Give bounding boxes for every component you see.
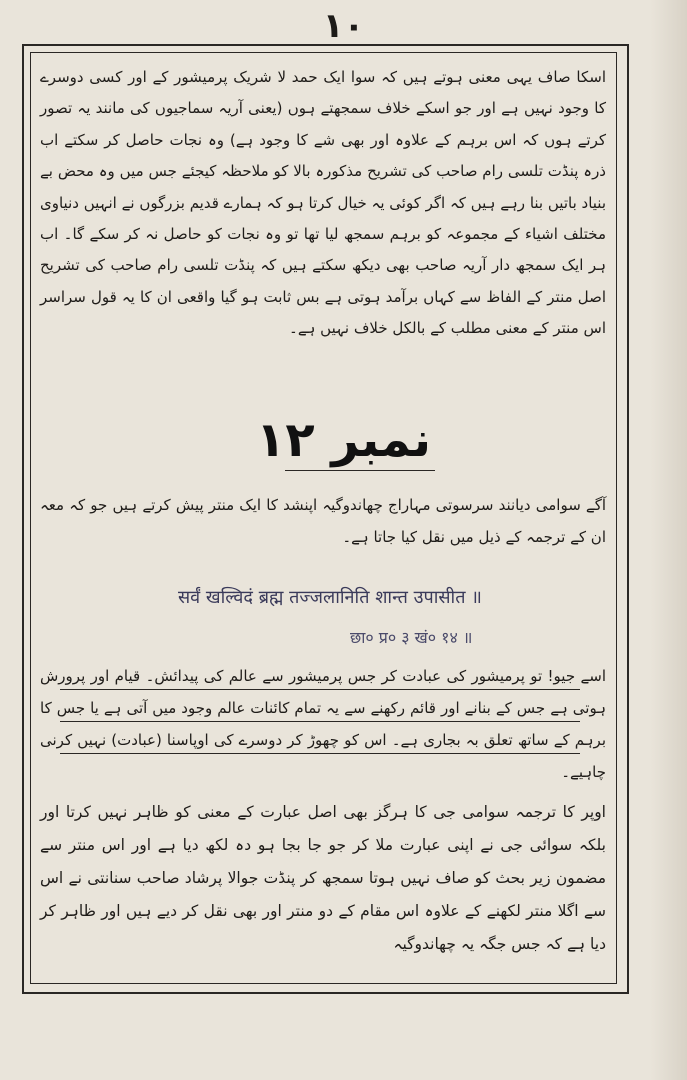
translation-underline-1 xyxy=(60,689,580,690)
verse-reference: छा० प्र० ३ खं० १४ ॥ xyxy=(350,628,473,647)
translation-underline-2 xyxy=(60,721,580,722)
book-spine-shadow xyxy=(650,0,687,1080)
heading-underline xyxy=(285,470,435,471)
page-number: ۱۰ xyxy=(322,6,365,46)
sanskrit-verse: सर्वं खल्विदं ब्रह्म तज्जलानिति शान्त उपासीत ॥ xyxy=(178,587,482,608)
paragraph-1: اسکا صاف یہی معنی ہوتے ہیں کہ سوا ایک حمد لا شریک پرمیشور کے اور کسی دوسرے کا وجود نہیں ہے اور جو اسکے خلاف سمجھتے ہوں (یعنی آریہ سماجیوں کی مانند یہ تصور کرتے ہوں کہ اس برہم کے علاوہ اور بھی شے کا وجود ہے) وہ نجات حاصل کر سکتے اب ذرہ پنڈت تلسی رام صاحب کی تشریح مذکورہ بالا کو ملاحظہ کیجئے جس میں وہ محض بے بنیاد باتیں بنا رہے ہیں کہ اگر کوئی یہ خیال کرتا ہو کہ ہمارے قدیم بزرگوں نے انہیں دنیاوی مختلف اشیاء کے مجموعہ کو برہم سمجھ لیا تھا تو وہ نجات کو حاصل نہ کر سکے گا۔ اب ہر ایک سمجھ دار آریہ صاحب بھی دیکھ سکتے ہیں کہ پنڈت تلسی رام صاحب کی تشریح اصل منتر کے الفاظ سے کہاں برآمد ہوتی ہے بس ثابت ہو گیا واقعی ان کا یہ قول سراسر اس منتر کے معنی مطلب کے بالکل خلاف نہیں ہے۔ xyxy=(40,68,606,338)
translation-underline-3 xyxy=(60,753,580,754)
section-heading-number-12: نمبر ۱۲ xyxy=(256,412,431,468)
paragraph-2: آگے سوامی دیانند سرسوتی مہاراج چھاندوگیہ اپنشد کا ایک منتر پیش کرتے ہیں جو کہ معہ ان کے ترجمہ کے ذیل میں نقل کیا جاتا ہے۔ xyxy=(40,496,606,546)
paragraph-4: اوپر کا ترجمہ سوامی جی کا ہرگز بھی اصل عبارت کے معنی کو ظاہر نہیں کرتا اور بلکہ سوائی جی نے اپنی عبارت ملا کر جو جا بجا ہو دہ لکھ دیا ہے اور اس منتر سے مضمون زیر بحث کو صاف نہیں ہوتا سمجھ کر پنڈت جوالا پرشاد صاحب سنانتی نے اس سے اگلا منتر لکھنے کے علاوہ اس مقام کے دو منتر اور بھی نقل کر دیے ہیں اور ظاہر کر دیا ہے کہ جس جگہ یہ چھاندوگیہ xyxy=(40,803,606,953)
paragraph-3-translation: اسے جیو! تو پرمیشور کی عبادت کر جس پرمیشور سے عالم کی پیدائش۔ قیام اور پرورش ہوتی ہے جس کے بنانے اور قائم رکھنے سے یہ تمام کائنات عالم وجود میں آتی ہے یا جس کا برہم کے ساتھ تعلق بہ بجاری ہے۔ اس کو چھوڑ کر دوسرے کی اوپاسنا (عبادت) نہیں کرنی چاہیے۔ xyxy=(40,667,606,781)
